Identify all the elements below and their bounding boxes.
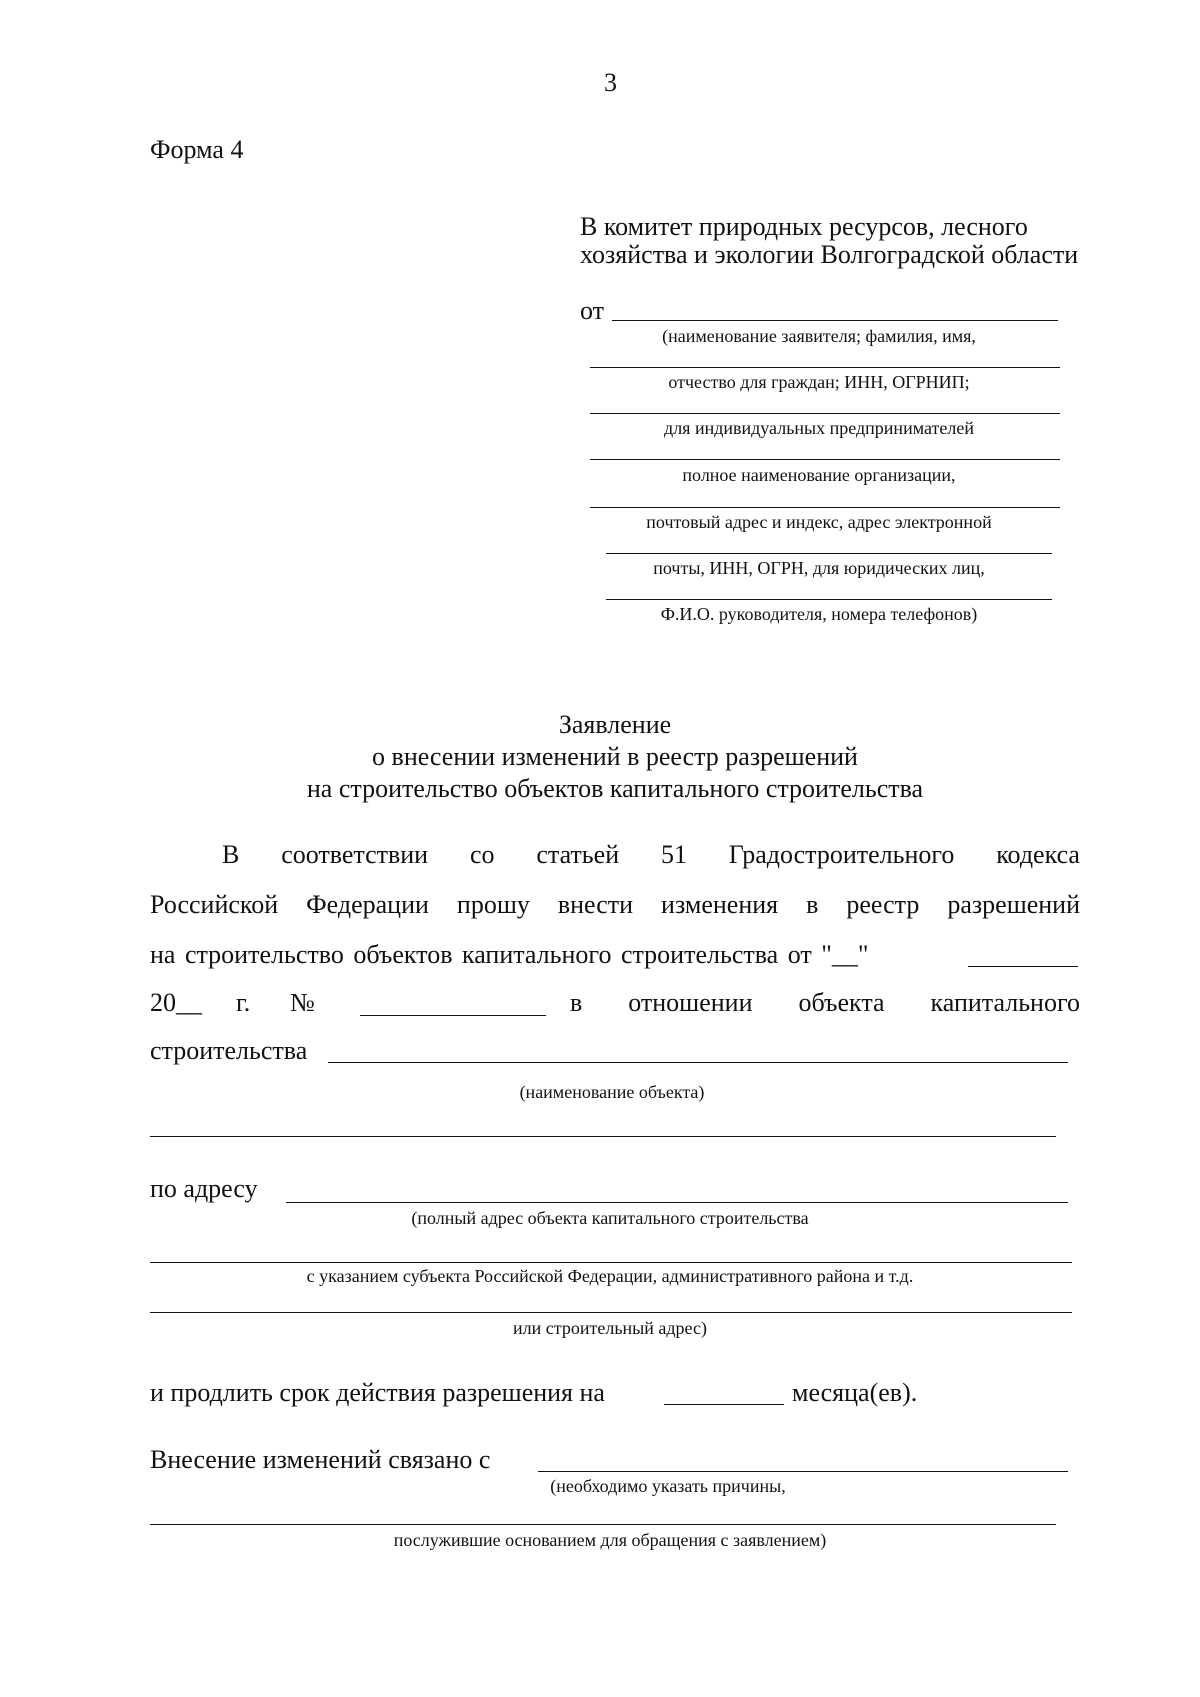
address-line-2[interactable] — [150, 1262, 1072, 1263]
year-suffix-g: г. — [236, 988, 251, 1017]
permit-number-line[interactable] — [360, 1015, 546, 1016]
address-caption-2: с указанием субъекта Российской Федерации, административного района и т.д. — [306, 1266, 914, 1286]
title-line-1: Заявление — [558, 710, 672, 739]
extension-months-line[interactable] — [664, 1404, 784, 1405]
applicant-caption-3: для индивидуальных предпринимателей — [664, 418, 974, 438]
addressee-line-2: хозяйства и экологии Волгоградской области — [580, 240, 1079, 269]
permit-year: 20__ — [150, 988, 202, 1017]
changes-caption-1: (необходимо указать причины, — [550, 1476, 786, 1496]
applicant-line-7[interactable] — [606, 599, 1052, 600]
page-number: 3 — [604, 68, 617, 97]
number-sign: № — [290, 988, 315, 1017]
object-name-line[interactable] — [328, 1062, 1068, 1063]
object-name-line-2[interactable] — [150, 1136, 1056, 1137]
form-label: Форма 4 — [150, 135, 244, 164]
body-line-3: на строительство объектов капитального строительства от "__" — [150, 940, 869, 969]
applicant-line-4[interactable] — [590, 459, 1060, 460]
body-word: в — [570, 988, 583, 1017]
permit-date-month-line[interactable] — [968, 966, 1078, 967]
applicant-line-3[interactable] — [590, 413, 1060, 414]
title-line-2: о внесении изменений в реестр разрешений — [372, 742, 858, 771]
applicant-caption-7: Ф.И.О. руководителя, номера телефонов) — [660, 604, 978, 624]
applicant-caption-6: почты, ИНН, ОГРН, для юридических лиц, — [653, 558, 985, 578]
changes-label: Внесение изменений связано с — [150, 1445, 491, 1474]
applicant-caption-4: полное наименование организации, — [682, 465, 956, 485]
applicant-line-1[interactable] — [612, 320, 1058, 321]
object-name-caption: (наименование объекта) — [519, 1082, 705, 1102]
address-caption-1: (полный адрес объекта капитального строительства — [411, 1208, 809, 1228]
address-line-3[interactable] — [150, 1312, 1072, 1313]
from-label: от — [580, 296, 605, 325]
addressee-line-1: В комитет природных ресурсов, лесного — [580, 212, 1028, 241]
body-word: статьей — [536, 840, 620, 869]
body-word: Градостроительного — [728, 840, 955, 869]
applicant-caption-2: отчество для граждан; ИНН, ОГРНИП; — [668, 372, 970, 392]
body-word: кодекса — [996, 840, 1080, 869]
body-word: 51 — [660, 840, 687, 869]
address-line-1[interactable] — [286, 1202, 1068, 1203]
applicant-line-2[interactable] — [590, 367, 1060, 368]
title-line-3: на строительство объектов капитального строительства — [306, 774, 924, 803]
address-label: по адресу — [150, 1174, 258, 1203]
body-word: отношении — [628, 988, 753, 1017]
body-line-1 — [150, 840, 1080, 870]
body-word: со — [469, 840, 495, 869]
body-line-4-rest — [570, 988, 1080, 1018]
applicant-caption-1: (наименование заявителя; фамилия, имя, — [662, 326, 976, 346]
body-word: соответствии — [281, 840, 429, 869]
body-word: объекта — [798, 988, 885, 1017]
body-word: капитального — [930, 988, 1080, 1017]
address-caption-3: или строительный адрес) — [513, 1318, 707, 1338]
changes-reason-line-1[interactable] — [538, 1471, 1068, 1472]
changes-caption-2: послужившие основанием для обращения с заявлением) — [393, 1530, 827, 1550]
extend-text: и продлить срок действия разрешения на — [150, 1378, 605, 1407]
applicant-line-6[interactable] — [606, 553, 1052, 554]
extend-months-label: месяца(ев). — [792, 1378, 918, 1407]
body-line-5: строительства — [150, 1036, 308, 1065]
body-word: В — [222, 840, 240, 869]
applicant-caption-5: почтовый адрес и индекс, адрес электронной — [646, 512, 992, 532]
body-line-2: Российской Федерации прошу внести изменения в реестр разрешений — [150, 890, 1080, 919]
changes-reason-line-2[interactable] — [150, 1524, 1056, 1525]
applicant-line-5[interactable] — [590, 507, 1060, 508]
